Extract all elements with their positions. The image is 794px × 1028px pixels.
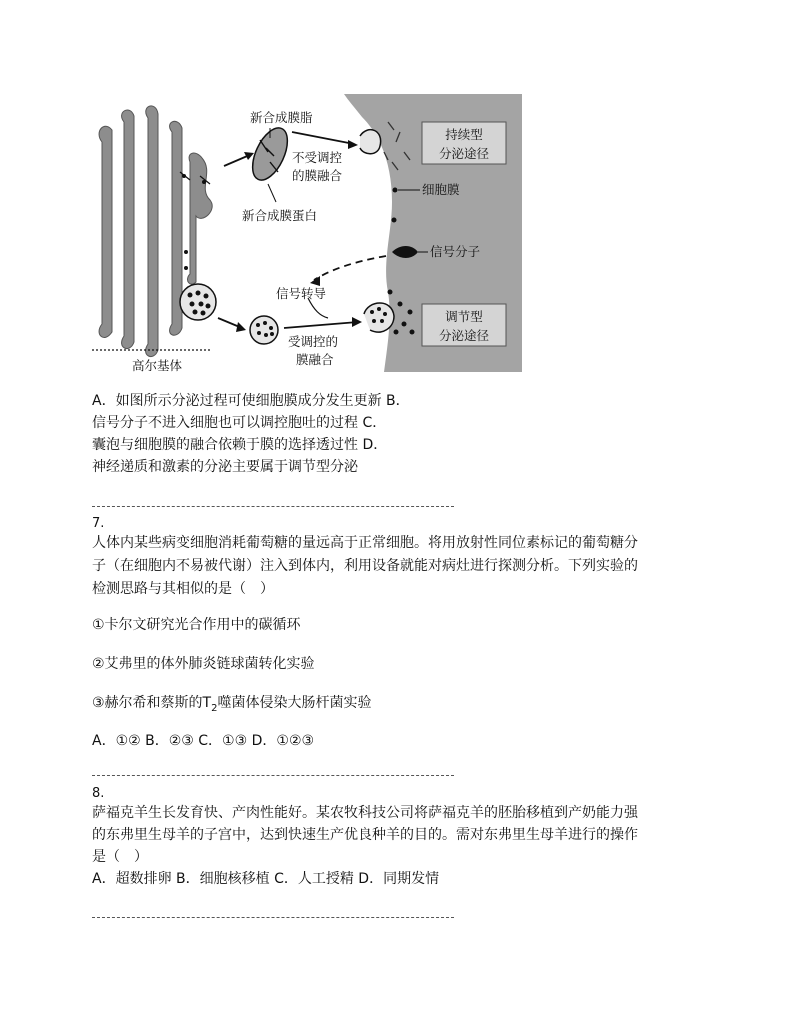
new-lipid-label: 新合成膜脂 — [250, 110, 313, 125]
signal-molecule-label: 信号分子 — [430, 244, 481, 259]
regulated-fusion-label-1: 受调控的 — [288, 334, 339, 349]
q8-number: 8. — [92, 786, 105, 801]
cell-membrane-label: 细胞膜 — [422, 182, 460, 197]
golgi-label: 高尔基体 — [132, 358, 183, 373]
separator — [92, 775, 454, 776]
q7-item-2: ②艾弗里的体外肺炎链球菌转化实验 — [92, 656, 315, 672]
q7-stem-2: 子（在细胞内不易被代谢）注入到体内，利用设备就能对病灶进行探测分析。下列实验的 — [92, 558, 638, 574]
q7-options: A．①② B．②③ C．①③ D．①②③ — [92, 733, 315, 749]
q7-stem-3: 检测思路与其相似的是（ ） — [92, 581, 274, 597]
q7-item-3: ③赫尔希和蔡斯的$T_2$噬菌体侵染大肠杆菌实验 — [92, 695, 372, 714]
constitutive-label-1: 持续型 — [445, 127, 483, 142]
regulated-label-2: 分泌途径 — [438, 328, 490, 343]
q6-line-4: 神经递质和激素的分泌主要属于调节型分泌 — [92, 459, 358, 475]
constitutive-label-2: 分泌途径 — [438, 146, 490, 161]
separator — [92, 917, 454, 918]
q6-line-1: A．如图所示分泌过程可使细胞膜成分发生更新 B． — [92, 393, 410, 409]
q8-stem-3: 是（ ） — [92, 849, 148, 865]
q7-number: 7. — [92, 516, 105, 531]
q7-item-1: ①卡尔文研究光合作用中的碳循环 — [92, 617, 301, 633]
new-protein-label: 新合成膜蛋白 — [242, 208, 318, 223]
q7-stem-1: 人体内某些病变细胞消耗葡萄糖的量远高于正常细胞。将用放射性同位素标记的葡萄糖分 — [92, 535, 638, 551]
separator — [92, 506, 454, 507]
regulated-label-1: 调节型 — [445, 309, 483, 324]
signal-transduction-label: 信号转导 — [276, 286, 327, 301]
regulated-fusion-label-2: 膜融合 — [296, 352, 334, 367]
unregulated-label-2: 的膜融合 — [292, 168, 343, 183]
q6-line-2: 信号分子不进入细胞也可以调控胞吐的过程 C． — [92, 415, 387, 431]
q6-line-3: 囊泡与细胞膜的融合依赖于膜的选择透过性 D． — [92, 437, 388, 453]
q8-options: A．超数排卵 B．细胞核移植 C．人工授精 D．同期发情 — [92, 871, 440, 887]
unregulated-label-1: 不受调控 — [292, 150, 343, 165]
q8-stem-2: 的东弗里生母羊的子宫中，达到快速生产优良种羊的目的。需对东弗里生母羊进行的操作 — [92, 827, 638, 843]
storage-vesicle — [250, 316, 278, 344]
secretion-diagram — [92, 92, 522, 374]
q8-stem-1: 萨福克羊生长发育快、产肉性能好。某农牧科技公司将萨福克羊的胚胎移植到产奶能力强 — [92, 805, 638, 821]
golgi-dense-vesicle — [180, 284, 216, 320]
